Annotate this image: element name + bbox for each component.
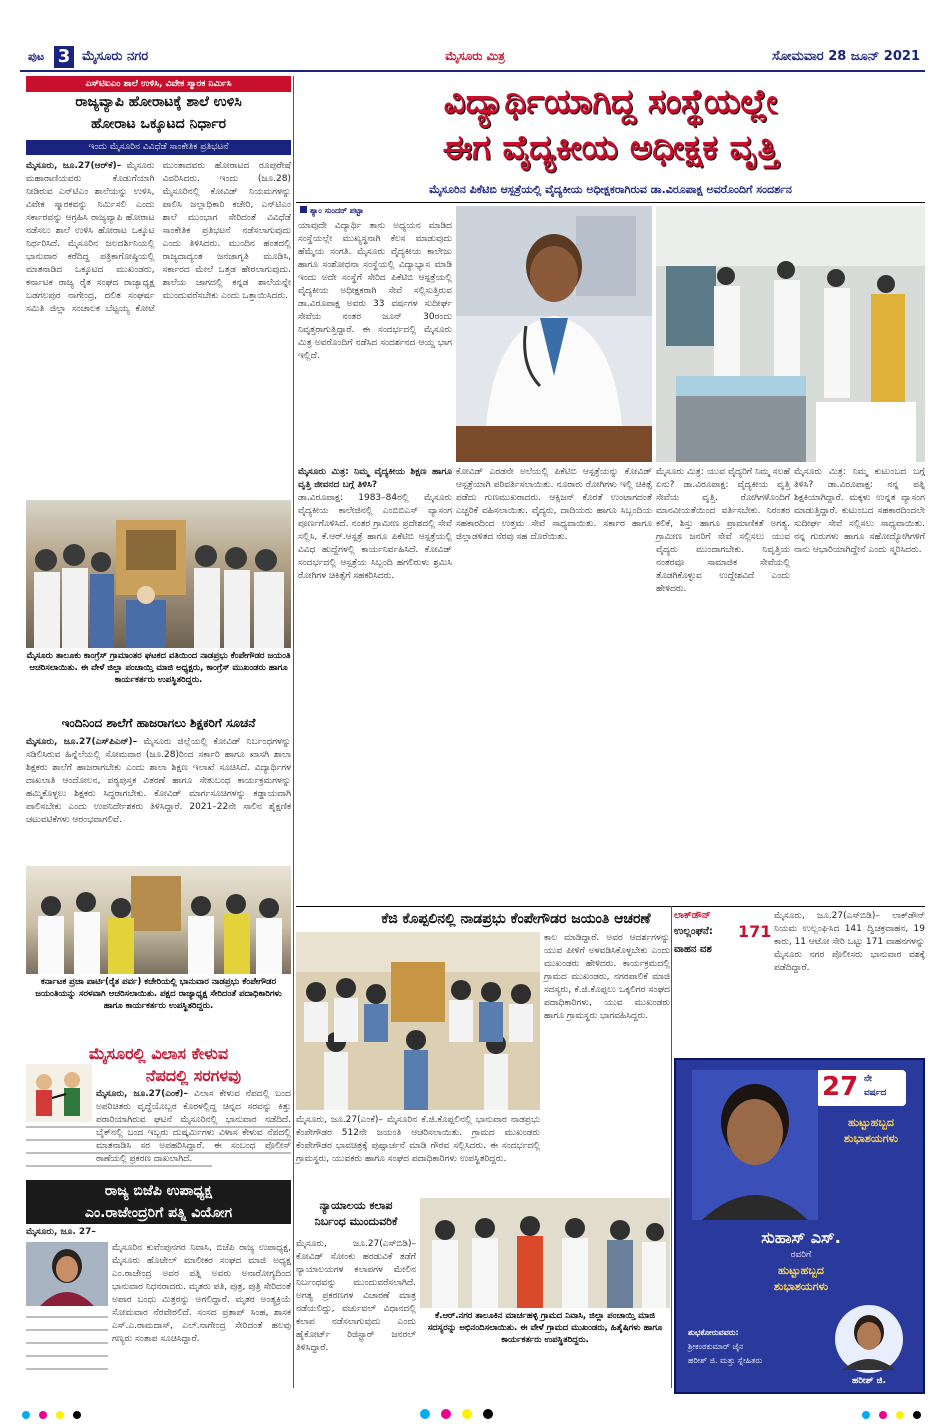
page-label: ಪುಟ [28,50,45,63]
feature-headline-1: ವಿದ್ಯಾರ್ಥಿಯಾಗಿದ್ದ ಸಂಸ್ಥೆಯಲ್ಲೇ [443,82,778,122]
feature-headline-2: ಈಗ ವೈದ್ಯಕೀಯ ಅಧೀಕ್ಷಕ ವೃತ್ತಿ [442,128,779,168]
feature-a1: ಡಾ.ವಿರೂಪಾಕ್ಷ: 1983–84ರಲ್ಲಿ ಮೈಸೂರು ವೈದ್ಯಕೀಯ ಕಾಲೇಜಿನಲ್ಲಿ ಎಂಬಿಬಿಎಸ್ ವ್ಯಾಸಂಗ ಪೂರ್ಣಗೊಳಿಸಿದೆ. ನಂತರ ಗ್ರಾಮೀಣ ಪ್ರದೇಶದಲ್ಲಿ ಸೇವೆ ಸಲ್ಲಿಸಿ, ಕೆ.ಆರ್.ಆಸ್ಪತ್ರೆ ಹಾಗೂ ಪಿಕೆಟಿಬಿ ಆಸ್ಪತ್ರೆಯಲ್ಲಿ ವಿವಿಧ ಹುದ್ದೆಗಳಲ್ಲಿ ಕಾರ್ಯನಿರ್ವಹಿಸಿದೆ. ಕೋವಿಡ್ ಸಂದರ್ಭದಲ್ಲಿ ಆಸ್ಪತ್ರೆಯ ಸಿಬ್ಬಂದಿ ಹಗಲಿರುಳು ಶ್ರಮಿಸಿ ರೋಗಿಗಳ ಚಿಕಿತ್ಸೆಗೆ ಸಹಕರಿಸಿದರು. [298,493,452,581]
vaccine-dateline: ಮೈಸೂರು, ಜೂ.27(ಎಸ್‌ಪಿಎನ್)– [26,737,144,747]
kg-koppal-illustration [296,932,540,1110]
school-body-text: ಮೈಸೂರು ಮಹಾರಾಣಿಯವರು ಕೊಡುಗೆಯಾಗಿ ನೀಡಿರುವ ಎನ್‌ಟಿಎಂ ಶಾಲೆಯನ್ನು ಉಳಿಸಿ, ವಿವೇಕ ಸ್ಮಾರಕವನ್ನು ನಿರ್ಮಿಸಲಿ ಎಂದು ಸರ್ಕಾರವನ್ನು ಆಗ್ರಹಿಸಿ ರಾಜ್ಯವ್ಯಾಪಿ ಹೋರಾಟ ನಡೆಸಲು ಶಾಲೆ ಉಳಿಸಿ ಹೋರಾಟ ಒಕ್ಕೂಟ ನಿರ್ಧರಿಸಿದೆ. ಮೈಸೂರಿನ ಜಲದರ್ಶಿನಿಯಲ್ಲಿ ಭಾನುವಾರ ಕರೆದಿದ್ದ ಪತ್ರಿಕಾಗೋಷ್ಠಿಯಲ್ಲಿ ಮಾತನಾಡಿದ ಒಕ್ಕೂಟದ ಮುಖಂಡರು, ಕರ್ನಾಟಕ ರಾಜ್ಯ ರೈತ ಸಂಘದ ರಾಜ್ಯಾಧ್ಯಕ್ಷ ಬಡಗಲಪುರ ನಾಗೇಂದ್ರ, ದಲಿತ ಸಂಘರ್ಷ ಸಮಿತಿ ಜಿಲ್ಲಾ ಸಂಚಾಲಕ ಬೆಟ್ಟಯ್ಯ ಕೋಟೆ ಮುಂತಾದವರು ಹೋರಾಟದ ರೂಪುರೇಷೆ ವಿವರಿಸಿದರು. ಇಂದು (ಜೂ.28) ಮೈಸೂರಿನಲ್ಲಿ ಕೋವಿಡ್ ನಿಯಮಗಳನ್ನು ಪಾಲಿಸಿ ಜಲ್ಲಾಧಿಕಾರಿ ಕಚೇರಿ, ಎನ್‌ಟಿಎಂ ಶಾಲೆ ಮುಂಭಾಗ ಸೇರಿದಂತೆ ವಿವಿಧೆಡೆ ಸಾಂಕೇತಿಕ ಪ್ರತಿಭಟನೆ ನಡೆಸಲಾಗುವುದು ಎಂದು ತಿಳಿಸಿದರು. ಮುಂದಿನ ಹಂತದಲ್ಲಿ ರಾಜ್ಯದಾದ್ಯಂತ ಜನಜಾಗೃತಿ ಮೂಡಿಸಿ, ಸರ್ಕಾರದ ಮೇಲೆ ಒತ್ತಡ ಹೇರಲಾಗುವುದು. ಶಾಲೆಯ ಜಾಗದಲ್ಲಿ ಕನ್ನಡ ಶಾಲೆಯನ್ನೇ ಮುಂದುವರೆಸಬೇಕು ಎಂದು ಒತ್ತಾಯಿಸಿದರು. [26,161,291,314]
registration-yellow-icon [462,1409,472,1419]
vaccine-headline: ಇಂದಿನಿಂದ ಶಾಲೆಗೆ ಹಾಜರಾಗಲು ಶಿಕ್ಷಕರಿಗೆ ಸೂಚನೆ [61,716,256,730]
ad-greeting-2: ಶುಭಾಶಯಗಳು [843,1132,899,1145]
doctor-portrait-illustration [456,206,652,462]
obituary-portrait [26,1242,108,1306]
luxury-body-continued [26,1126,291,1176]
school-subhead: ಇಂದು ಮೈಸೂರಿನ ವಿವಿಧೆಡೆ ಸಾಂಕೇತಿಕ ಪ್ರತಿಭಟನೆ [26,140,291,155]
photo-praja-party [26,866,291,974]
school-headline-2: ಹೋರಾಟ ಒಕ್ಕೂಟದ ನಿರ್ಧಾರ [90,116,227,132]
luxury-headline-2: ನೆಪದಲ್ಲಿ ಸರಗಳವು [145,1066,242,1085]
byline-square-icon [300,206,307,213]
paper-name: ಮೈಸೂರು ಮಿತ್ರ [445,49,505,63]
bjp-headline-box [26,1180,291,1224]
birthday-ad [674,1058,925,1394]
kempegowda-caption: ಮೈಸೂರು, ಜೂ.27(ಎಂಕೆ)– ಮೈಸೂರಿನ ಕೆ.ಜಿ.ಕೊಪ್ಪಲಿನಲ್ಲಿ ಭಾನುವಾರ ನಾಡಪ್ರಭು ಕೆಂಪೇಗೌಡರ 512ನೇ ಜಯಂತಿ ಆಚರಿಸಲಾಯಿತು. ಗ್ರಾಮದ ಮುಖಂಡರು ಕೆಂಪೇಗೌಡರ ಭಾವಚಿತ್ರಕ್ಕೆ ಪುಷ್ಪಾರ್ಚನೆ ಮಾಡಿ ಗೌರವ ಸಲ್ಲಿಸಿದರು. ಈ ಸಂದರ್ಭದಲ್ಲಿ ಗ್ರಾಮಸ್ಥರು, ಯುವಕರು ಹಾಗೂ ಸಂಘದ ಪದಾಧಿಕಾರಿಗಳು ಉಪಸ್ಥಿತರಿದ್ದರು. [296,1115,540,1164]
lockdown-label-3: ವಾಹನ ವಶ [674,944,712,955]
registration-black-right-icon [913,1411,921,1419]
ad-from-2: ಹರೀಶ್ ಜಿ. ಮತ್ತು ಸ್ನೇಹಿತರು [688,1356,763,1365]
registration-cyan-right-icon [862,1411,870,1419]
lockdown-label-2: ಉಲ್ಲಂಘನೆ: [674,926,713,937]
registration-magenta-icon [441,1409,451,1419]
byline [300,206,450,218]
feature-body-3: ಮೈಸೂರು ಮಿತ್ರ: ಯುವ ವೈದ್ಯರಿಗೆ ನಿಮ್ಮ ಸಲಹೆ ಏನು? ಡಾ.ವಿರೂಪಾಕ್ಷ: ವೈದ್ಯಕೀಯ ವೃತ್ತಿ ಸೇವೆಯ ವೃತ್ತಿ. ರೋಗಿಗಳೊಂದಿಗೆ ಮಾನವೀಯತೆಯಿಂದ ವರ್ತಿಸಬೇಕು. ನಿರಂತರ ಕಲಿಕೆ, ಶಿಸ್ತು ಹಾಗೂ ಪ್ರಾಮಾಣಿಕತೆ ಅಗತ್ಯ. ಗ್ರಾಮೀಣ ಜನರಿಗೆ ಸೇವೆ ಸಲ್ಲಿಸಲು ಯುವ ವೈದ್ಯರು ಮುಂದಾಗಬೇಕು. ನಿವೃತ್ತಿಯ ನಂತರವೂ ಸಾಮಾಜಿಕ ಸೇವೆಯಲ್ಲಿ ತೊಡಗಿಕೊಳ್ಳುವ ಉದ್ದೇಶವಿದೆ ಎಂದು ಹೇಳಿದರು. [656,467,790,594]
court-headline-box [296,1198,416,1234]
ad-greeting-4: ಶುಭಾಶಯಗಳು [773,1280,829,1293]
chain-snatch-cartoon [26,1064,92,1122]
vaccine-body [26,736,291,862]
bjp-body-continued [26,1316,108,1386]
lockdown-label-1: ಲಾಕ್‌ಡೌನ್ [674,910,711,921]
lockdown-count: 171 [738,922,772,941]
registration-marks-bottom [420,1404,530,1416]
feature-subhead: ಮೈಸೂರಿನ ಪಿಕೆಟಿಬಿ ಆಸ್ಪತ್ರೆಯಲ್ಲಿ ವೈದ್ಯಕೀಯ ಅಧೀಕ್ಷಕರಾಗಿರುವ ಡಾ.ವಿರೂಪಾಕ್ಷ ಅವರೊಂದಿಗೆ ಸಂದರ್ಶನ [429,183,792,196]
ad-from-label: ಶುಭಕೋರುವವರು: [688,1328,739,1337]
photo4-caption: ಕೆ.ಆರ್.ನಗರ ತಾಲೂಕಿನ ಮಾರ್ಚಹಳ್ಳಿ ಗ್ರಾಮದ ನಿವಾಸಿ, ಜಿಲ್ಲಾ ಪಂಚಾಯ್ತಿ ಮಾಜಿ ಸದಸ್ಯರನ್ನು ಅಭಿನಂದಿಸಲಾಯಿತು. ಈ ವೇಳೆ ಗ್ರಾಮದ ಮುಖಂಡರು, ಹಿತೈಷಿಗಳು ಹಾಗೂ ಕಾರ್ಯಕರ್ತರು ಉಪಸ್ಥಿತರಿದ್ದರು. [427,1311,663,1345]
lockdown-box [674,910,925,990]
section-name: ಮೈಸೂರು ನಗರ [82,49,149,64]
feature-q1: ಮೈಸೂರು ಮಿತ್ರ: ನಿಮ್ಮ ವೈದ್ಯಕೀಯ ಶಿಕ್ಷಣ ಹಾಗೂ ವೃತ್ತಿ ಜೀವನದ ಬಗ್ಗೆ ತಿಳಿಸಿ? [298,467,452,490]
registration-magenta-right-icon [879,1411,887,1419]
issue-date: ಸೋಮವಾರ 28 ಜೂನ್ 2021 [772,49,920,64]
ad-portrait-illustration [692,1070,818,1220]
court-body: ಮೈಸೂರು, ಜೂ.27(ಎಸ್‌ಬಿಡಿ)– ಕೋವಿಡ್ ಸೋಂಕು ಹರಡುವಿಕೆ ತಡೆಗೆ ನ್ಯಾಯಾಲಯಗಳ ಕಲಾಪಗಳ ಮೇಲಿನ ನಿರ್ಬಂಧವನ್ನು ಮುಂದುವರೆಸಲಾಗಿದೆ. ಅಗತ್ಯ ಪ್ರಕರಣಗಳ ವಿಚಾರಣೆ ಮಾತ್ರ ನಡೆಯಲಿದ್ದು, ವರ್ಚುವಲ್ ವಿಧಾನದಲ್ಲಿ ಕಲಾಪ ನಡೆಸಲಾಗುವುದು ಎಂದು ಹೈಕೋರ್ಟ್ ರಿಜಿಸ್ಟ್ರಾರ್ ಜನರಲ್ ತಿಳಿಸಿದ್ದಾರೆ. [296,1239,416,1353]
ad-name-suffix: ರವರಿಗೆ [790,1250,812,1260]
photo-hospital-ward [656,206,925,462]
court-headline-1: ನ್ಯಾಯಾಲಯ ಕಲಾಪ [319,1199,393,1212]
luxury-headline-1: ಮೈಸೂರಲ್ಲಿ ವಿಲಾಸ ಕೇಳುವ [88,1044,229,1063]
ad-friend-name: ಹರೀಶ್ ಜಿ. [851,1376,887,1386]
group-photo-illustration [26,500,291,648]
luxury-body [96,1088,291,1164]
ad-name: ಸುಹಾಸ್ ಎಸ್. [761,1228,841,1247]
ad-year-suffix: ನೇ [864,1074,872,1084]
feature-body-1: ಯಾವುದೇ ವಿದ್ಯಾರ್ಥಿ ತಾನು ಅಧ್ಯಯನ ಮಾಡಿದ ಸಂಸ್ಥೆಯಲ್ಲೇ ಮುಖ್ಯಸ್ಥನಾಗಿ ಕೆಲಸ ಮಾಡುವುದು ಹೆಮ್ಮೆಯ ಸಂಗತಿ. ಮೈಸೂರು ವೈದ್ಯಕೀಯ ಕಾಲೇಜು ಹಾಗೂ ಸಂಶೋಧನಾ ಸಂಸ್ಥೆಯಲ್ಲಿ ವಿದ್ಯಾಭ್ಯಾಸ ಮಾಡಿ ಇಂದು ಅದೇ ಸಂಸ್ಥೆಗೆ ಸೇರಿದ ಪಿಕೆಟಿಬಿ ಆಸ್ಪತ್ರೆಯಲ್ಲಿ ವೈದ್ಯಕೀಯ ಅಧೀಕ್ಷಕರಾಗಿ ಸೇವೆ ಸಲ್ಲಿಸುತ್ತಿರುವ ಡಾ.ವಿರೂಪಾಕ್ಷ ಅವರು 33 ವರ್ಷಗಳ ಸುದೀರ್ಘ ಸೇವೆಯ ನಂತರ ಜೂನ್ 30ರಂದು ನಿವೃತ್ತರಾಗುತ್ತಿದ್ದಾರೆ. ಈ ಸಂದರ್ಭದಲ್ಲಿ ಮೈಸೂರು ಮಿತ್ರ ಅವರೊಂದಿಗೆ ನಡೆಸಿದ ಸಂದರ್ಶನದ ಆಯ್ದ ಭಾಗ ಇಲ್ಲಿದೆ. [298,221,452,361]
registration-black-icon [483,1409,493,1419]
feature-qa [298,466,452,902]
page-number: 3 [54,46,74,68]
ad-photo-main [692,1070,818,1220]
ad-from-1: ಶ್ರೀಕಂಠಕುಮಾರ್ ಜೈನ [688,1342,744,1351]
registration-yellow-left-icon [56,1411,64,1419]
school-kicker: ಎಸ್‌ಟಿಐಎಂ ಶಾಲೆ ಉಳಿಸಿ, ವಿವೇಕ ಸ್ಮಾರಕ ನಿರ್ಮಿಸಿ [26,76,291,92]
ward-illustration [656,206,925,462]
lockdown-body: ಮೈಸೂರು, ಜೂ.27(ಎಸ್‌ಬಿಡಿ)– ಲಾಕ್‌ಡೌನ್ ನಿಯಮ ಉಲ್ಲಂಘಿಸಿದ 141 ದ್ವಿಚಕ್ರವಾಹನ, 19 ಕಾರು, 11 ಆಟೋ ಸೇರಿ ಒಟ್ಟು 171 ವಾಹನಗಳನ್ನು ಮೈಸೂರು ನಗರ ಪೊಲೀಸರು ಭಾನುವಾರ ವಶಕ್ಕೆ ಪಡೆದಿದ್ದಾರೆ. [774,911,925,973]
registration-marks-right [862,1404,922,1416]
registration-magenta-left-icon [39,1411,47,1419]
bjp-intro [26,1226,291,1240]
luxury-body-text: ವಿಲಾಸ ಕೇಳುವ ನೆಪದಲ್ಲಿ ಬಂದ ಅಪರಿಚಿತರು ವೃದ್ಧೆಯೊಬ್ಬರ ಕೊರಳಲ್ಲಿದ್ದ ಚಿನ್ನದ ಸರವನ್ನು ಕಿತ್ತು ಪರಾರಿಯಾಗಿರುವ ಘಟನೆ ಮೈಸೂರಿನಲ್ಲಿ ಭಾನುವಾರ ನಡೆದಿದೆ. ಬೈಕ್‌ನಲ್ಲಿ ಬಂದ ಇಬ್ಬರು ದುಷ್ಕರ್ಮಿಗಳು ವಿಳಾಸ ಕೇಳುವ ನೆಪದಲ್ಲಿ ಮಾತನಾಡಿಸಿ ಸರ ಅಪಹರಿಸಿದ್ದಾರೆ. ಈ ಸಂಬಂಧ ಪೊಲೀಸ್ ಠಾಣೆಯಲ್ಲಿ ಪ್ರಕರಣ ದಾಖಲಾಗಿದೆ. [96,1089,291,1164]
feature-headline-box [296,76,925,176]
ad-friend-illustration [826,1304,912,1374]
photo-felicitation [420,1198,670,1308]
felicitation-illustration [420,1198,670,1308]
photo1-caption: ಮೈಸೂರು ತಾಲೂಕು ಕಾಂಗ್ರೆಸ್ ಗ್ರಾಮಾಂತರ ಘಟಕದ ವತಿಯಿಂದ ನಾಡಪ್ರಭು ಕೆಂಪೇಗೌಡರ ಜಯಂತಿ ಆಚರಿಸಲಾಯಿತು. ಈ ವೇಳೆ ಜಿಲ್ಲಾ ಪಂಚಾಯ್ತಿ ಮಾಜಿ ಅಧ್ಯಕ್ಷರು, ಕಾಂಗ್ರೆಸ್ ಮುಖಂಡರು ಹಾಗೂ ಕಾರ್ಯಕರ್ತರು ಉಪಸ್ಥಿತರಿದ್ದರು. [26,651,291,685]
court-headline-2: ನಿರ್ಬಂಧ ಮುಂದುವರಿಕೆ [314,1215,398,1228]
ad-greeting-1: ಹುಟ್ಟುಹಬ್ಬದ [847,1116,895,1129]
ad-photo-friend [826,1304,912,1374]
cartoon-icon [26,1064,92,1122]
masthead [20,46,925,72]
kempegowda-side-text: ಕಾಲ ಮಾಡಿದ್ದಾರೆ. ಅವರ ಆದರ್ಶಗಳನ್ನು ಯುವ ಪೀಳಿಗೆ ಅಳವಡಿಸಿಕೊಳ್ಳಬೇಕು ಎಂದು ಮುಖಂಡರು ಹೇಳಿದರು. ಕಾರ್ಯಕ್ರಮದಲ್ಲಿ ಗ್ರಾಮದ ಮುಖಂಡರು, ನಗರಪಾಲಿಕೆ ಮಾಜಿ ಸದಸ್ಯರು, ಕೆ.ಜಿ.ಕೊಪ್ಪಲು ಒಕ್ಕಲಿಗರ ಸಂಘದ ಪದಾಧಿಕಾರಿಗಳು, ಯುವ ಮುಖಂಡರು ಹಾಗೂ ಗ್ರಾಮಸ್ಥರು ಭಾಗವಹಿಸಿದ್ದರು. [544,933,670,1021]
vaccine-body-text: ಮೈಸೂರು ಜಿಲ್ಲೆಯಲ್ಲಿ ಕೋವಿಡ್ ನಿರ್ಬಂಧಗಳನ್ನು ಸಡಿಲಿಸಿರುವ ಹಿನ್ನೆಲೆಯಲ್ಲಿ ಸೋಮವಾರ (ಜೂ.28)ರಿಂದ ಸರ್ಕಾರಿ ಹಾಗೂ ಖಾಸಗಿ ಶಾಲಾ ಶಿಕ್ಷಕರು ಶಾಲೆಗೆ ಹಾಜರಾಗಬೇಕು ಎಂದು ಶಾಲಾ ಶಿಕ್ಷಣ ಇಲಾಖೆ ಸೂಚಿಸಿದೆ. ವಿದ್ಯಾರ್ಥಿಗಳ ದಾಖಲಾತಿ ಆಂದೋಲನ, ಪಠ್ಯಪುಸ್ತಕ ವಿತರಣೆ ಹಾಗೂ ಸೇತುಬಂಧ ಕಾರ್ಯಕ್ರಮಗಳನ್ನು ಹಮ್ಮಿಕೊಳ್ಳಲು ಶಿಕ್ಷಕರು ಸಿದ್ಧರಾಗಬೇಕು. ಕೋವಿಡ್ ಮಾರ್ಗಸೂಚಿಗಳನ್ನು ಕಡ್ಡಾಯವಾಗಿ ಪಾಲಿಸಬೇಕು ಎಂದು ಉಪನಿರ್ದೇಶಕರು ತಿಳಿಸಿದ್ದಾರೆ. 2021–22ನೇ ಸಾಲಿನ ಶೈಕ್ಷಣಿಕ ಚಟುವಟಿಕೆಗಳು ಆರಂಭವಾಗಲಿವೆ. [26,737,291,825]
feature-body-2: ಕೋವಿಡ್ ಎರಡನೇ ಅಲೆಯಲ್ಲಿ ಪಿಕೆಟಿಬಿ ಆಸ್ಪತ್ರೆಯನ್ನು ಕೋವಿಡ್ ಆಸ್ಪತ್ರೆಯಾಗಿ ಪರಿವರ್ತಿಸಲಾಯಿತು. ನೂರಾರು ರೋಗಿಗಳು ಇಲ್ಲಿ ಚಿಕಿತ್ಸೆ ಪಡೆದು ಗುಣಮುಖರಾದರು. ಆಕ್ಸಿಜನ್ ಕೊರತೆ ಉಂಟಾಗದಂತೆ ಎಚ್ಚರಿಕೆ ವಹಿಸಲಾಯಿತು. ವೈದ್ಯರು, ದಾದಿಯರು ಹಾಗೂ ಸಿಬ್ಬಂದಿಯ ಸಹಕಾರದಿಂದ ಉತ್ತಮ ಸೇವೆ ಸಾಧ್ಯವಾಯಿತು. ಸರ್ಕಾರ ಹಾಗೂ ಜಿಲ್ಲಾಡಳಿತದ ನೆರವು ಸಹ ದೊರೆಯಿತು. [456,467,652,542]
ad-year-badge [816,1070,906,1106]
byline-text: ಶ್ಯಾಂ ಸುಂದರ್ ಪಟ್ಟಾ [310,206,364,215]
school-body [26,160,291,496]
group-photo-2-illustration [26,866,291,974]
kempegowda-headline: ಕೆಜಿ ಕೊಪ್ಪಲಿನಲ್ಲಿ ನಾಡಪ್ರಭು ಕೆಂಪೇಗೌಡರ ಜಯಂತಿ ಆಚರಣೆ [381,911,651,927]
photo-doctor-portrait [456,206,652,462]
school-headline-1: ರಾಜ್ಯವ್ಯಾಪಿ ಹೋರಾಟಕ್ಕೆ ಶಾಲೆ ಉಳಿಸಿ [75,94,242,110]
photo-kg-koppal [296,932,540,1110]
registration-yellow-right-icon [896,1411,904,1419]
photo2-caption: ಕರ್ನಾಟಕ ಪ್ರಜಾ ಪಾರ್ಟಿ(ರೈತ ಪರ್ವ) ಕಚೇರಿಯಲ್ಲಿ ಭಾನುವಾರ ನಾಡಪ್ರಭು ಕೆಂಪೇಗೌಡರ ಜಯಂತಿಯನ್ನು ಸರಳವಾಗಿ ಆಚರಿಸಲಾಯಿತು. ಪಕ್ಷದ ರಾಜ್ಯಾಧ್ಯಕ್ಷ ಸೇರಿದಂತೆ ಪದಾಧಿಕಾರಿಗಳು ಹಾಗೂ ಕಾರ್ಯಕರ್ತರು ಉಪಸ್ಥಿತರಿದ್ದರು. [35,977,282,1011]
registration-black-left-icon [73,1411,81,1419]
luxury-dateline: ಮೈಸೂರು, ಜೂ.27(ಎಂಕೆ)– [96,1089,195,1099]
feature-body-4: ಮೈಸೂರು ಮಿತ್ರ: ನಿಮ್ಮ ಕುಟುಂಬದ ಬಗ್ಗೆ ತಿಳಿಸಿ? ಡಾ.ವಿರೂಪಾಕ್ಷ: ನನ್ನ ಪತ್ನಿ ಶಿಕ್ಷಕಿಯಾಗಿದ್ದಾರೆ. ಮಕ್ಕಳು ಉನ್ನತ ವ್ಯಾಸಂಗ ಮಾಡುತ್ತಿದ್ದಾರೆ. ಕುಟುಂಬದ ಸಹಕಾರದಿಂದಲೇ ಸುದೀರ್ಘ ಸೇವೆ ಸಲ್ಲಿಸಲು ಸಾಧ್ಯವಾಯಿತು. ನನ್ನ ಗುರುಗಳು ಹಾಗೂ ಸಹೋದ್ಯೋಗಿಗಳಿಗೆ ನಾನು ಆಭಾರಿಯಾಗಿದ್ದೇನೆ ಎಂದು ಸ್ಮರಿಸಿದರು. [794,467,925,555]
registration-cyan-icon [420,1409,430,1419]
bjp-headline-2: ಎಂ.ರಾಜೇಂದ್ರರಿಗೆ ಪತ್ನಿ ವಿಯೋಗ [84,1205,233,1221]
bjp-headline-1: ರಾಜ್ಯ ಬಿಜೆಪಿ ಉಪಾಧ್ಯಕ್ಷ [104,1183,213,1199]
bjp-body: ಮೈಸೂರಿನ ಕುವೆಂಪುನಗರ ನಿವಾಸಿ, ಬಿಜೆಪಿ ರಾಜ್ಯ ಉಪಾಧ್ಯಕ್ಷ, ಮೈಸೂರು ಹೊಟೇಲ್ ಮಾಲೀಕರ ಸಂಘದ ಮಾಜಿ ಅಧ್ಯಕ್ಷ ಎಂ.ರಾಜೇಂದ್ರ ಅವರ ಪತ್ನಿ ಅವರು ಅನಾರೋಗ್ಯದಿಂದ ಭಾನುವಾರ ನಿಧನರಾದರು. ಮೃತರು ಪತಿ, ಪುತ್ರ, ಪುತ್ರಿ ಸೇರಿದಂತೆ ಅಪಾರ ಬಂಧು ಮಿತ್ರರನ್ನು ಅಗಲಿದ್ದಾರೆ. ಮೃತರ ಅಂತ್ಯಕ್ರಿಯೆ ಸೋಮವಾರ ನೆರವೇರಲಿದೆ. ಸಂಸದ ಪ್ರತಾಪ್ ಸಿಂಹ, ಶಾಸಕ ಎಸ್.ಎ.ರಾಮದಾಸ್, ಎಲ್.ನಾಗೇಂದ್ರ ಸೇರಿದಂತೆ ಹಲವು ಗಣ್ಯರು ಸಂತಾಪ ಸೂಚಿಸಿದ್ದಾರೆ. [112,1243,291,1344]
bjp-dateline: ಮೈಸೂರು, ಜೂ. 27– [26,1227,96,1237]
registration-cyan-left-icon [22,1411,30,1419]
ad-greeting-3: ಹುಟ್ಟುಹಬ್ಬದ [777,1264,825,1277]
photo-kempegowda-rural [26,500,291,648]
registration-marks-left [22,1404,82,1416]
ad-year-word: ವರ್ಷದ [864,1088,887,1098]
school-dateline: ಮೈಸೂರು, ಜೂ.27(ಆರ್‌ಕೆ)– [26,161,127,171]
portrait-illustration [26,1242,108,1306]
ad-year-number: 27 [822,1072,859,1102]
